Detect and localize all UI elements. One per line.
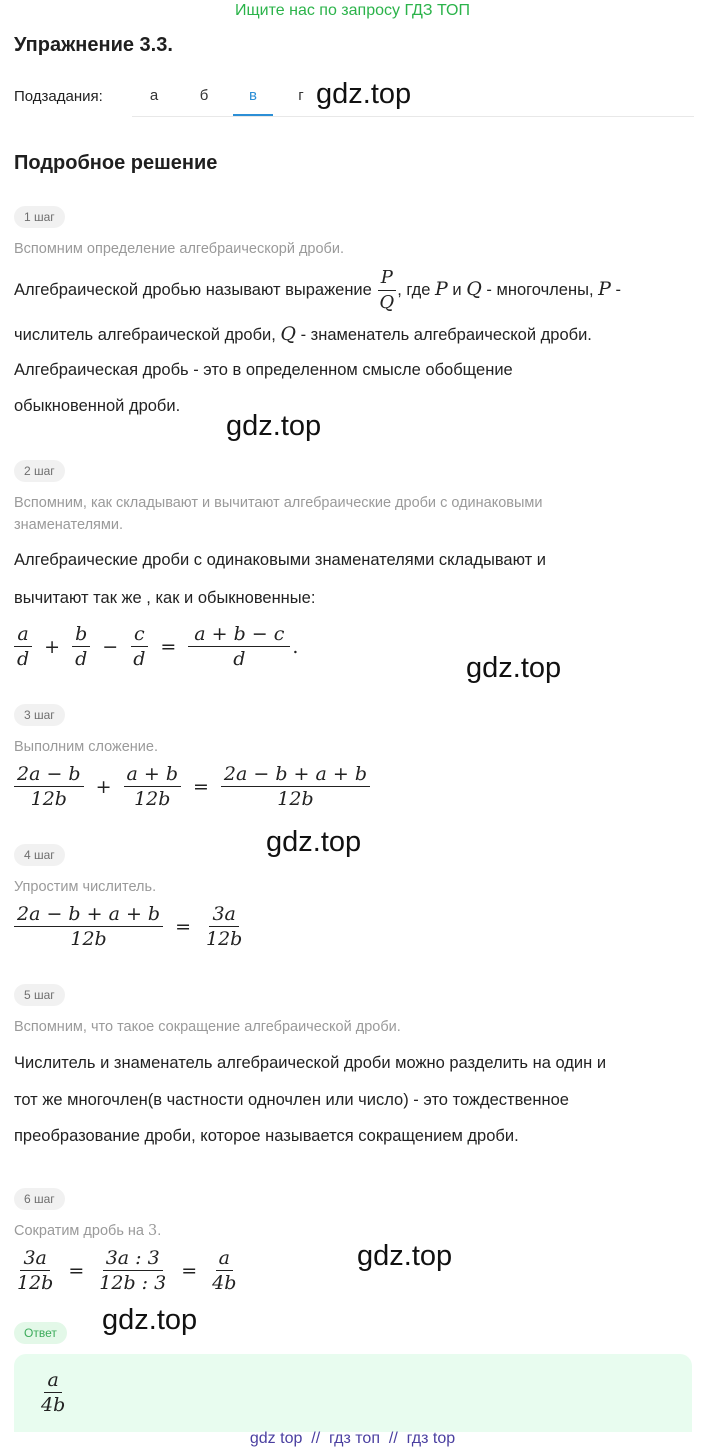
numerator: 2a − b + a + b [221, 762, 370, 787]
operator: = [68, 1259, 85, 1282]
numerator: c [131, 622, 148, 647]
denominator: Q [379, 292, 395, 313]
denominator: 12b [134, 788, 171, 810]
numerator: 2a − b + a + b [14, 902, 163, 927]
numerator: a [14, 622, 31, 647]
numerator: 3a [209, 902, 238, 927]
denominator: d [75, 648, 88, 670]
step-3-chip: 3 шаг [14, 704, 65, 726]
fraction [14, 622, 32, 671]
math-var: P [435, 277, 448, 300]
numerator: a [216, 1246, 233, 1271]
denominator: 12b [30, 788, 67, 810]
numerator: b [72, 622, 90, 647]
fraction [203, 902, 245, 951]
step-3-formula [14, 762, 370, 811]
step-1-line-2 [14, 316, 592, 353]
step-5-line-2: тот же многочлен(в частности одночлен или число) - это тождественное [14, 1091, 569, 1109]
fraction [14, 902, 163, 951]
watermark: gdz.top [466, 652, 562, 684]
step-5-chip: 5 шаг [14, 984, 65, 1006]
watermark: gdz.top [316, 78, 412, 110]
tab-v[interactable]: в [233, 78, 273, 116]
section-title: Подробное решение [14, 152, 218, 174]
step-5-hint: Вспомним, что такое сокращение алгебраической дроби. [14, 1019, 401, 1035]
fraction [376, 266, 397, 315]
step-2-formula [14, 622, 298, 671]
fraction [14, 762, 84, 811]
math-var: Q [466, 277, 482, 300]
math-var: Q [280, 323, 296, 345]
denominator: 12b [206, 928, 243, 950]
operator: = [160, 635, 177, 658]
step-4-chip: 4 шаг [14, 844, 65, 866]
step-6-chip: 6 шаг [14, 1188, 65, 1210]
footer-links[interactable]: gdz top // гдз топ // гдз top [249, 1430, 456, 1447]
fraction [14, 1246, 56, 1295]
tab-b[interactable]: б [199, 87, 209, 104]
operator: = [175, 915, 191, 938]
step-1-line-1 [14, 266, 621, 315]
step-6-formula [14, 1246, 239, 1295]
denominator: d [17, 648, 30, 670]
text: и [452, 280, 462, 299]
operator: + [95, 775, 112, 798]
text: - [615, 280, 622, 299]
step-1-line-4: обыкновенной дроби. [14, 397, 181, 415]
numerator: 3a : 3 [103, 1246, 163, 1271]
operator: = [181, 1259, 198, 1282]
text: . [157, 1223, 162, 1239]
fraction [130, 622, 148, 671]
answer-chip: Ответ [14, 1322, 67, 1344]
step-4-hint: Упростим числитель. [14, 879, 157, 895]
text: Сократим дробь на [14, 1223, 144, 1239]
text: - многочлены, [486, 280, 594, 299]
text: - знаменатель алгебраической дроби. [300, 326, 592, 344]
answer-box [14, 1354, 692, 1432]
fraction [124, 762, 182, 811]
denominator: d [133, 648, 146, 670]
step-2-chip: 2 шаг [14, 460, 65, 482]
step-5-line-1: Числитель и знаменатель алгебраической дроби можно разделить на один и [14, 1054, 607, 1072]
watermark: gdz.top [102, 1304, 198, 1336]
answer-formula [38, 1368, 68, 1417]
text: числитель алгебраической дроби, [14, 326, 276, 344]
step-5-line-3: преобразование дроби, которое называется сокращением дроби. [14, 1127, 519, 1145]
fraction [72, 622, 90, 671]
step-1-hint: Вспомним определение алгебраическорй дроби. [14, 241, 344, 257]
operator: . [292, 635, 299, 658]
math-num: 3 [148, 1223, 158, 1239]
denominator: 12b : 3 [99, 1272, 167, 1294]
operator: = [193, 775, 209, 798]
step-2-hint: Вспомним, как складывают и вычитают алгебраические дроби с одинаковыми знаменателями. [14, 495, 543, 533]
step-1-line-3: Алгебраическая дробь - это в определенном смысле обобщение [14, 361, 513, 379]
subtask-tabs [132, 78, 694, 117]
search-banner: Ищите нас по запросу ГДЗ ТОП [235, 2, 470, 19]
numerator: 3a [20, 1246, 49, 1271]
denominator: 12b [277, 788, 314, 810]
fraction [38, 1368, 68, 1417]
numerator: a + b − c [188, 622, 290, 647]
step-4-formula [14, 902, 245, 951]
step-6-hint [14, 1220, 161, 1242]
operator: + [44, 635, 61, 658]
denominator: d [233, 648, 246, 670]
numerator: P [378, 266, 396, 291]
watermark: gdz.top [266, 826, 362, 858]
step-1-chip: 1 шаг [14, 206, 65, 228]
tab-a[interactable]: а [149, 87, 159, 104]
step-2-line-2: вычитают так же , как и обыкновенные: [14, 589, 316, 607]
fraction [96, 1246, 169, 1295]
fraction [188, 622, 290, 671]
subtasks-label: Подзадания: [14, 88, 103, 105]
operator: − [102, 635, 119, 658]
denominator: 12b [70, 928, 107, 950]
denominator: 12b [17, 1272, 54, 1294]
step-2-line-1: Алгебраические дроби с одинаковыми знаменателями складывают и [14, 551, 546, 569]
step-3-hint: Выполним сложение. [14, 739, 158, 755]
numerator: 2a − b [14, 762, 84, 787]
watermark: gdz.top [357, 1240, 453, 1272]
numerator: a [44, 1368, 61, 1393]
math-var: P [598, 277, 611, 300]
numerator: a + b [124, 762, 182, 787]
fraction [221, 762, 370, 811]
text: , где [397, 280, 431, 299]
text: Алгебраической дробью называют выражение [14, 280, 372, 299]
tab-g[interactable]: г [298, 87, 304, 104]
watermark: gdz.top [226, 410, 322, 442]
page-title: Упражнение 3.3. [14, 34, 173, 56]
denominator: 4b [212, 1272, 237, 1294]
fraction [209, 1246, 239, 1295]
denominator: 4b [41, 1394, 66, 1416]
